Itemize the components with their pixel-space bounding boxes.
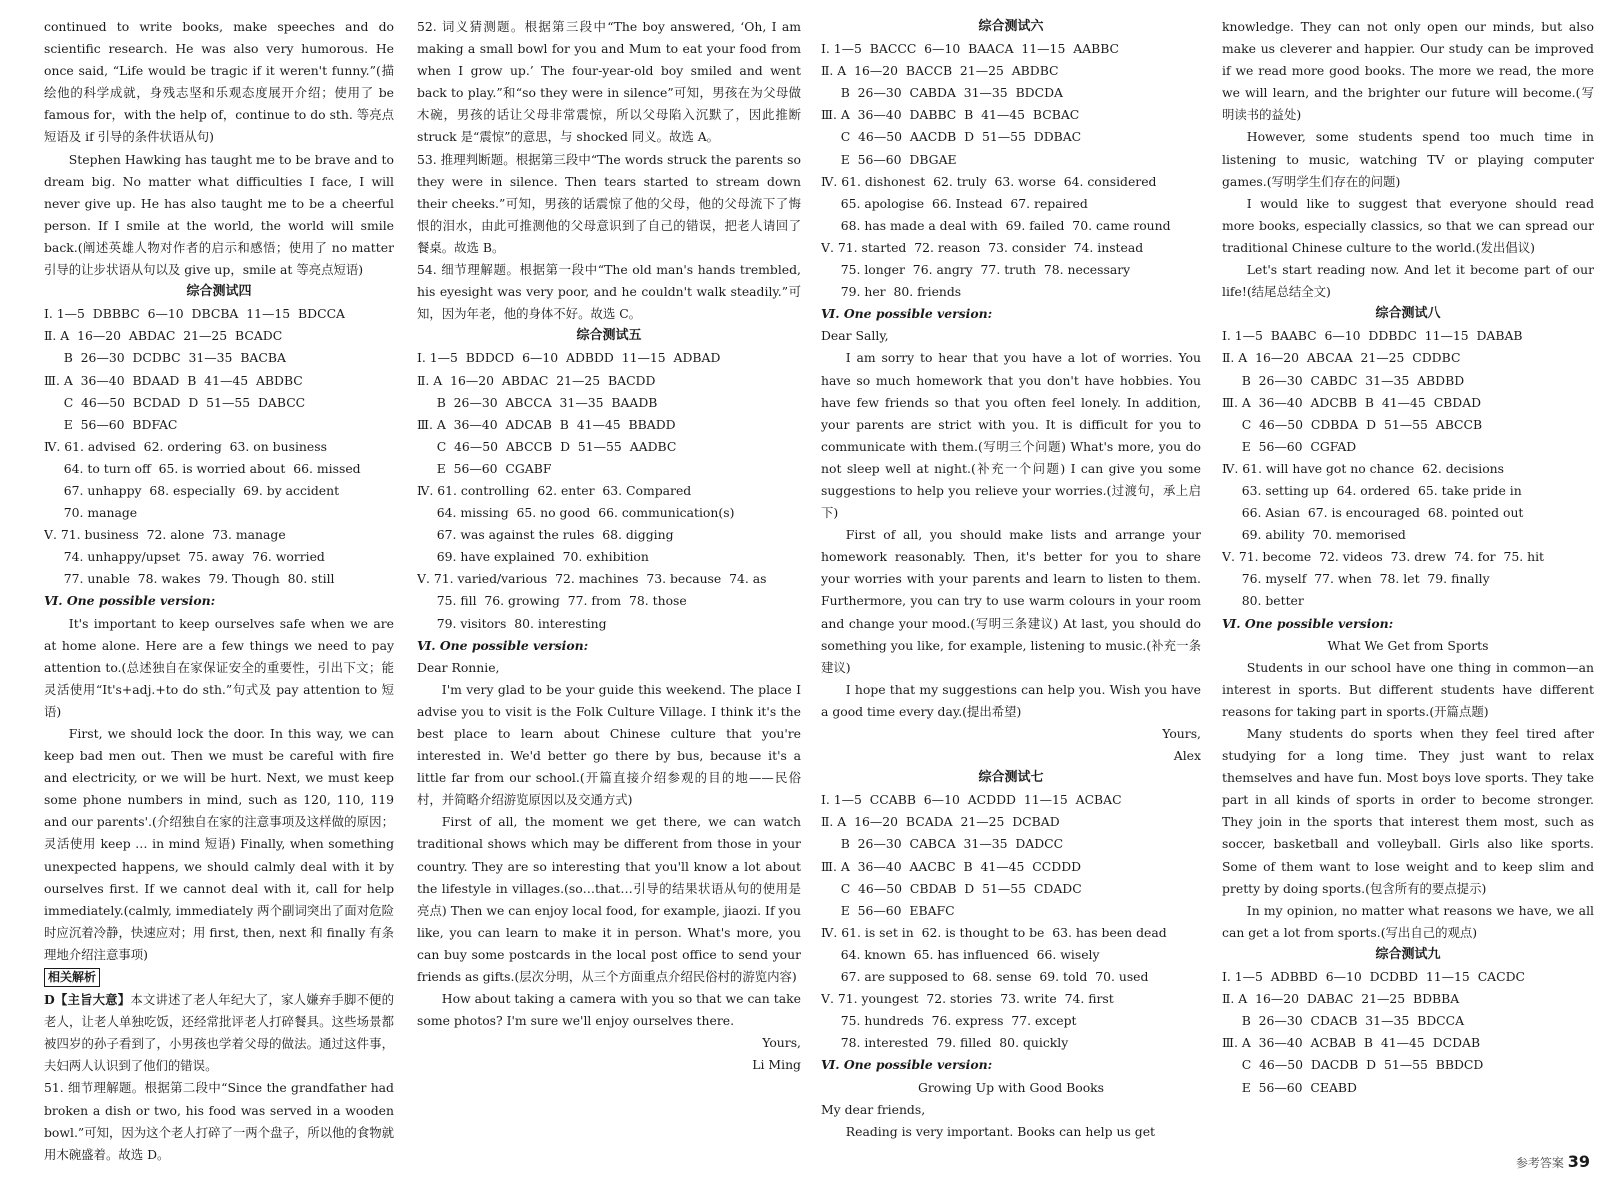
version-label: Ⅵ. One possible version:: [44, 593, 216, 609]
answer-line: 75. longer 76. angry 77. truth 78. necessary: [821, 262, 1131, 278]
paragraph: Students in our school have one thing in common—an interest in sports. But different students have different reasons for taking part in sports.(开篇点题): [1222, 659, 1594, 719]
answer-line: 80. better: [1222, 593, 1304, 609]
related-analysis-tag: 相关解析: [44, 968, 100, 987]
letter-greeting: Dear Sally,: [821, 328, 889, 344]
answer-line: Ⅱ. A 16—20 ABDAC 21—25 BACDD: [417, 372, 656, 388]
question-analysis: 54. 细节理解题。根据第一段中“The old man's hands trembled, his eyesight was very poor, and he couldn't walk steadily.”可知，因为年老，他的身体不好。故选 C。: [417, 262, 801, 322]
paragraph: In my opinion, no matter what reasons we have, we all can get a lot from sports.(写出自己的观点): [1222, 902, 1594, 940]
answer-line: Ⅳ. 61. is set in 62. is thought to be 63. has been dead: [821, 924, 1167, 940]
answer-line: 64. known 65. has influenced 66. wisely: [821, 946, 1100, 962]
page-footer: [1516, 1151, 1590, 1174]
essay-title: What We Get from Sports: [1327, 637, 1489, 653]
answer-line: C 46—50 DACDB D 51—55 BBDCD: [1222, 1057, 1484, 1073]
answer-line: Ⅲ. A 36—40 ACBAB B 41—45 DCDAB: [1222, 1035, 1481, 1051]
main-idea-label: D【主旨大意】: [44, 992, 131, 1008]
paragraph: First of all, you should make lists and arrange your homework reasonably. Then, it's better for you to share your worries with your parents and learn to listen to them. Furthermore, you can try to use warm colours in your room and change your mood.(写明三条建议) At last, you should do something you like, for example, listening to music.(补充一条建议): [821, 527, 1201, 675]
answer-line: Ⅱ. A 16—20 DABAC 21—25 BDBBA: [1222, 991, 1460, 1007]
paragraph: I would like to suggest that everyone should read more books, especially classics, so that we can spread our traditional Chinese culture to the world.(发出倡议): [1222, 195, 1594, 255]
answer-line: 64. missing 65. no good 66. communication(s): [417, 505, 735, 521]
answer-line: C 46—50 CDBDA D 51—55 ABCCB: [1222, 416, 1483, 432]
answer-line: 65. apologise 66. Instead 67. repaired: [821, 195, 1088, 211]
answer-list-test8: [1222, 325, 1594, 612]
answer-line: Ⅳ. 61. will have got no chance 62. decisions: [1222, 460, 1505, 476]
answer-line: 78. interested 79. filled 80. quickly: [821, 1035, 1069, 1051]
page-number: 39: [1567, 1151, 1590, 1171]
answer-line: E 56—60 CGFAD: [1222, 438, 1357, 454]
answer-line: E 56—60 EBAFC: [821, 902, 955, 918]
column-1: [44, 16, 394, 1166]
paragraph: However, some students spend too much time in listening to music, watching TV or playing computer games.(写明学生们存在的问题): [1222, 129, 1594, 189]
answer-line: 79. visitors 80. interesting: [417, 615, 607, 631]
paragraph: I am sorry to hear that you have a lot of worries. You have so much homework that you don't have hobbies. You have few friends so that you often feel lonely. In addition, your parents are strict with you. It is difficult for you to communicate with them.(写明三个问题) What's more, you do not sleep well at night.(补充一个问题) I can give you some suggestions to help you relieve your worries.(过渡句，承上启下): [821, 350, 1201, 521]
answer-line: Ⅴ. 71. varied/various 72. machines 73. because 74. as: [417, 571, 767, 587]
version-label: Ⅵ. One possible version:: [821, 1057, 993, 1073]
answer-line: Ⅴ. 71. business 72. alone 73. manage: [44, 527, 286, 543]
answer-line: B 26—30 CABDA 31—35 BDCDA: [821, 85, 1063, 101]
answer-line: E 56—60 CGABF: [417, 460, 552, 476]
answer-line: Ⅰ. 1—5 DBBBC 6—10 DBCBA 11—15 BDCCA: [44, 306, 345, 322]
answer-line: 76. myself 77. when 78. let 79. finally: [1222, 571, 1490, 587]
answer-list-test6: [821, 38, 1201, 303]
answer-line: 68. has made a deal with 69. failed 70. came round: [821, 217, 1171, 233]
essay-title: Growing Up with Good Books: [917, 1079, 1105, 1095]
paragraph: knowledge. They can not only open our minds, but also make us cleverer and happier. Our study can be improved if we read more good books. The more we read, the more we will learn, and the brighter our future will become.(写明读书的益处): [1222, 19, 1594, 123]
answer-line: B 26—30 ABCCA 31—35 BAADB: [417, 394, 658, 410]
answer-line: Ⅱ. A 16—20 BCADA 21—25 DCBAD: [821, 814, 1060, 830]
footer-label: 参考答案: [1515, 1155, 1564, 1170]
paragraph: How about taking a camera with you so that we can take some photos? I'm sure we'll enjoy ourselves there.: [417, 991, 801, 1029]
answer-line: B 26—30 CDACB 31—35 BDCCA: [1222, 1013, 1465, 1029]
question-analysis: 51. 细节理解题。根据第二段中“Since the grandfather had broken a dish or two, his food was served in a wooden bowl.”可知，因为这个老人打碎了一两个盘子，所以他的食物就用木碗盛着。故选 D。: [44, 1080, 394, 1162]
answer-line: E 56—60 BDFAC: [44, 416, 178, 432]
answer-line: Ⅰ. 1—5 BDDCD 6—10 ADBDD 11—15 ADBAD: [417, 350, 721, 366]
column-2: [417, 16, 801, 1077]
section-heading-test9: 综合测试九: [1375, 946, 1441, 962]
version-label: Ⅵ. One possible version:: [417, 637, 589, 653]
section-heading-test8: 综合测试八: [1375, 306, 1441, 322]
answer-line: 67. unhappy 68. especially 69. by accident: [44, 482, 340, 498]
question-analysis: 52. 词义猜测题。根据第三段中“The boy answered, ‘Oh, I am making a small bowl for you and Mum to eat your food from when I grow up.’ The four-year-old boy smiled and went back to play.”和“so they were in silence”可知，男孩在为父母做木碗，男孩的话让父母非常震惊，所以父母陷入沉默了，因此推断 struck 是“震惊”的意思，与 shocked 同义。故选 A。: [417, 19, 801, 145]
paragraph: It's important to keep ourselves safe when we are at home alone. Here are a few things we need to pay attention to.(总述独自在家保证安全的重要性，引出下文；能灵活使用“It's+adj.+to do sth.”句式及 pay attention to 短语): [44, 615, 394, 719]
answer-line: 67. was against the rules 68. digging: [417, 527, 674, 543]
letter-closing: Yours,: [1162, 726, 1201, 741]
answer-line: Ⅱ. A 16—20 ABCAA 21—25 CDDBC: [1222, 350, 1461, 366]
answer-line: 75. fill 76. growing 77. from 78. those: [417, 593, 687, 609]
answer-line: 64. to turn off 65. is worried about 66. missed: [44, 460, 361, 476]
section-heading-test7: 综合测试七: [978, 770, 1044, 786]
section-heading-test4: 综合测试四: [186, 284, 252, 300]
answer-line: C 46—50 ABCCB D 51—55 AADBC: [417, 438, 677, 454]
paragraph: I'm very glad to be your guide this weekend. The place I advise you to visit is the Folk Culture Village. I think it's the best place to learn about Chinese culture that you're interested in. We'd better go there by bus, because it's a little far from our school.(开篇直接介绍参观的目的地——民俗村，并简略介绍游览原因以及交通方式): [417, 681, 801, 808]
column-4: [1222, 16, 1594, 1099]
letter-greeting: Dear Ronnie,: [417, 659, 500, 675]
section-heading-test6: 综合测试六: [978, 19, 1044, 34]
answer-line: C 46—50 BCDAD D 51—55 DABCC: [44, 394, 306, 410]
paragraph: Stephen Hawking has taught me to be brave and to dream big. No matter what difficulties I face, I will never give up. He has also taught me to be a cheerful person. If I smile at the world, the world will smile back.(阐述英雄人物对作者的启示和感悟；使用了 no matter 引导的让步状语从句以及 give up，smile at 等亮点短语): [44, 151, 394, 278]
paragraph: First of all, the moment we get there, we can watch traditional shows which may be different from those in your country. They are so interesting that you'll know a lot about the lifestyle in villages.(so…that…引导的结果状语从句的使用是亮点) Then we can enjoy local food, for example, jiaozi. If you like, you can learn to make it in person. What's more, you can buy some postcards in the local post office to send your friends as gifts.(层次分明，从三个方面重点介绍民俗村的游览内容): [417, 814, 801, 985]
letter-signature: Li Ming: [752, 1057, 801, 1073]
answer-line: E 56—60 CEABD: [1222, 1079, 1357, 1095]
question-analysis: 53. 推理判断题。根据第三段中“The words struck the parents so they were in silence. Then tears started to stream down their cheeks.”可知，男孩的话震惊了他的父母，他的父母流下了悔恨的泪水，由此可推测他的父母意识到了自己的错误，把老人请回了餐桌。故选 B。: [417, 151, 801, 255]
main-idea-text: 本文讲述了老人年纪大了，家人嫌弃手脚不便的老人，让老人单独吃饭，还经常批评老人打碎餐具。这些场景都被四岁的孙子看到了，小男孩也学着父母的做法。通过这件事，夫妇两人认识到了他们的错误。: [44, 992, 394, 1074]
answer-line: Ⅴ. 71. become 72. videos 73. drew 74. for 75. hit: [1222, 549, 1545, 565]
answer-line: 69. have explained 70. exhibition: [417, 549, 649, 565]
column-3: [821, 16, 1201, 1143]
version-label: Ⅵ. One possible version:: [821, 306, 993, 322]
answer-line: Ⅲ. A 36—40 ADCAB B 41—45 BBADD: [417, 416, 676, 432]
answer-line: Ⅲ. A 36—40 ADCBB B 41—45 CBDAD: [1222, 394, 1482, 410]
answer-line: B 26—30 CABCA 31—35 DADCC: [821, 836, 1064, 852]
paragraph: Many students do sports when they feel tired after studying for a long time. They just want to relax themselves and have fun. Most boys love sports. They take part in all kinds of sports in order to become stronger. They join in the sports that interest them most, such as soccer, basketball and volleyball. Girls also like sports. Some of them want to lose weight and to keep slim and pretty by doing sports.(包含所有的要点提示): [1222, 726, 1594, 896]
answer-line: B 26—30 CABDC 31—35 ABDBD: [1222, 372, 1465, 388]
answer-list-test7: [821, 789, 1201, 1054]
answer-line: 67. are supposed to 68. sense 69. told 70. used: [821, 969, 1149, 985]
version-label: Ⅵ. One possible version:: [1222, 615, 1394, 631]
answer-line: Ⅰ. 1—5 ADBBD 6—10 DCDBD 11—15 CACDC: [1222, 969, 1526, 985]
answer-list-test9: [1222, 966, 1594, 1099]
answer-list-test4: [44, 303, 394, 590]
answer-line: 69. ability 70. memorised: [1222, 527, 1406, 543]
answer-line: E 56—60 DBGAE: [821, 151, 957, 167]
letter-greeting: My dear friends,: [821, 1101, 926, 1117]
answer-line: Ⅱ. A 16—20 ABDAC 21—25 BCADC: [44, 328, 283, 344]
answer-line: 74. unhappy/upset 75. away 76. worried: [44, 549, 325, 565]
answer-line: C 46—50 AACDB D 51—55 DDBAC: [821, 129, 1082, 145]
answer-line: Ⅲ. A 36—40 AACBC B 41—45 CCDDD: [821, 858, 1082, 874]
answer-line: Ⅴ. 71. youngest 72. stories 73. write 74. first: [821, 991, 1114, 1007]
answer-line: B 26—30 DCDBC 31—35 BACBA: [44, 350, 286, 366]
main-idea: [44, 989, 394, 1077]
answer-line: Ⅳ. 61. controlling 62. enter 63. Compared: [417, 482, 692, 498]
answer-line: Ⅴ. 71. started 72. reason 73. consider 74. instead: [821, 239, 1144, 255]
answer-line: 79. her 80. friends: [821, 284, 962, 300]
section-heading-test5: 综合测试五: [576, 328, 642, 344]
letter-signature: Alex: [1173, 748, 1201, 764]
answer-line: Ⅲ. A 36—40 BDAAD B 41—45 ABDBC: [44, 372, 303, 388]
answer-line: 75. hundreds 76. express 77. except: [821, 1013, 1077, 1029]
answer-line: 63. setting up 64. ordered 65. take pride in: [1222, 482, 1522, 498]
answer-line: Ⅰ. 1—5 CCABB 6—10 ACDDD 11—15 ACBAC: [821, 792, 1122, 808]
answer-line: Ⅲ. A 36—40 DABBC B 41—45 BCBAC: [821, 107, 1080, 123]
paragraph: Let's start reading now. And let it become part of our life!(结尾总结全文): [1222, 262, 1594, 300]
answer-line: Ⅱ. A 16—20 BACCB 21—25 ABDBC: [821, 63, 1059, 79]
paragraph: continued to write books, make speeches and do scientific research. He was also very humorous. He once said, “Life would be tragic if it weren't funny.”(描绘他的科学成就，身残志坚和乐观态度展开介绍；使用了 be famous for，with the help of，continue to do sth. 等亮点短语及 if 引导的条件状语从句): [44, 19, 394, 145]
letter-closing: Yours,: [762, 1035, 801, 1051]
answer-line: Ⅳ. 61. dishonest 62. truly 63. worse 64. considered: [821, 173, 1157, 189]
paragraph: First, we should lock the door. In this way, we can keep bad men out. Then we must be careful with fire and electricity, or we will be hurt. Next, we must keep some phone numbers in mind, such as 120, 110, 119 and our parents'.(介绍独自在家的注意事项及这样做的原因；灵活使用 keep … in mind 短语) Finally, when something unexpected happens, we should calmly deal with it by ourselves first. If we cannot deal with it, call for help immediately.(calmly, immediately 两个副词突出了面对危险时应沉着冷静，快速应对；用 first, then, next 和 finally 有条理地介绍注意事项): [44, 726, 394, 962]
paragraph: Reading is very important. Books can help us get: [845, 1123, 1156, 1139]
answer-line: Ⅰ. 1—5 BAABC 6—10 DDBDC 11—15 DABAB: [1222, 328, 1523, 344]
answer-line: 70. manage: [44, 505, 138, 521]
answer-list-test5: [417, 347, 801, 634]
answer-line: C 46—50 CBDAB D 51—55 CDADC: [821, 880, 1082, 896]
answer-line: Ⅳ. 61. advised 62. ordering 63. on business: [44, 438, 327, 454]
paragraph: I hope that my suggestions can help you. Wish you have a good time every day.(提出希望): [821, 681, 1201, 719]
answer-line: Ⅰ. 1—5 BACCC 6—10 BAACA 11—15 AABBC: [821, 41, 1120, 57]
answer-line: 66. Asian 67. is encouraged 68. pointed out: [1222, 505, 1524, 521]
answer-line: 77. unable 78. wakes 79. Though 80. still: [44, 571, 335, 587]
